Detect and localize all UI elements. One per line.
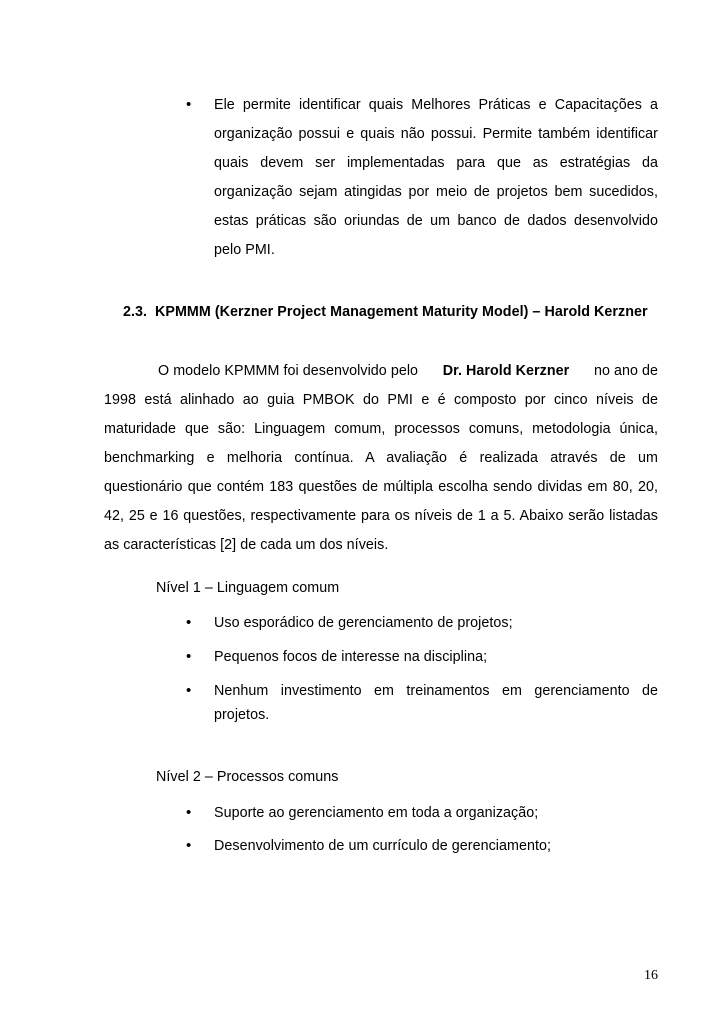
bullet-marker: • xyxy=(186,648,192,665)
list-item: Suporte ao gerenciamento em toda a organização; xyxy=(214,805,539,821)
text-line: Nenhum investimento em treinamentos em gerenciamento de xyxy=(214,683,658,699)
author-name: Dr. Harold Kerzner xyxy=(442,363,570,379)
text-line: questionário que contém 183 questões de múltipla escolha sendo dividas em 80, 20, xyxy=(104,479,658,495)
list-item: Uso esporádico de gerenciamento de projetos; xyxy=(214,615,513,631)
text-segment: O modelo KPMMM foi desenvolvido pelo xyxy=(158,363,419,379)
text-line: estas práticas são oriundas de um banco de dados desenvolvido xyxy=(214,213,658,229)
text-line: pelo PMI. xyxy=(214,242,275,258)
bullet-marker: • xyxy=(186,682,192,699)
text-line: benchmarking e melhoria contínua. A avaliação é realizada através de um xyxy=(104,450,658,466)
page-number: 16 xyxy=(644,968,658,983)
list-item: Desenvolvimento de um currículo de gerenciamento; xyxy=(214,838,552,854)
text-line: Ele permite identificar quais Melhores Práticas e Capacitações a xyxy=(214,97,658,113)
text-line: as características [2] de cada um dos níveis. xyxy=(104,537,389,553)
section-number: 2.3. xyxy=(123,304,148,320)
bullet-marker: • xyxy=(186,837,192,854)
bullet-marker: • xyxy=(186,614,192,631)
text-line: maturidade que são: Linguagem comum, processos comuns, metodologia única, xyxy=(104,421,658,437)
list-item: Pequenos focos de interesse na disciplina; xyxy=(214,649,488,665)
paragraph-first-line xyxy=(158,361,658,381)
text-line: projetos. xyxy=(214,707,270,723)
bullet-marker: • xyxy=(186,804,192,821)
text-line: 1998 está alinhado ao guia PMBOK do PMI e é composto por cinco níveis de xyxy=(104,392,658,408)
text-line: 42, 25 e 16 questões, respectivamente para os níveis de 1 a 5. Abaixo serão listadas xyxy=(104,508,658,524)
section-title: KPMMM (Kerzner Project Management Maturity Model) – Harold Kerzner xyxy=(155,304,648,320)
text-line: organização possui e quais não possui. Permite também identificar xyxy=(214,126,658,142)
text-line: organização sejam atingidas por meio de projetos bem sucedidos, xyxy=(214,184,658,200)
level-1-title: Nível 1 – Linguagem comum xyxy=(156,580,340,596)
text-segment: no ano de xyxy=(593,363,658,379)
level-2-title: Nível 2 – Processos comuns xyxy=(156,769,339,785)
text-line: quais devem ser implementadas para que as estratégias da xyxy=(214,155,658,171)
bullet-marker: • xyxy=(186,96,192,113)
